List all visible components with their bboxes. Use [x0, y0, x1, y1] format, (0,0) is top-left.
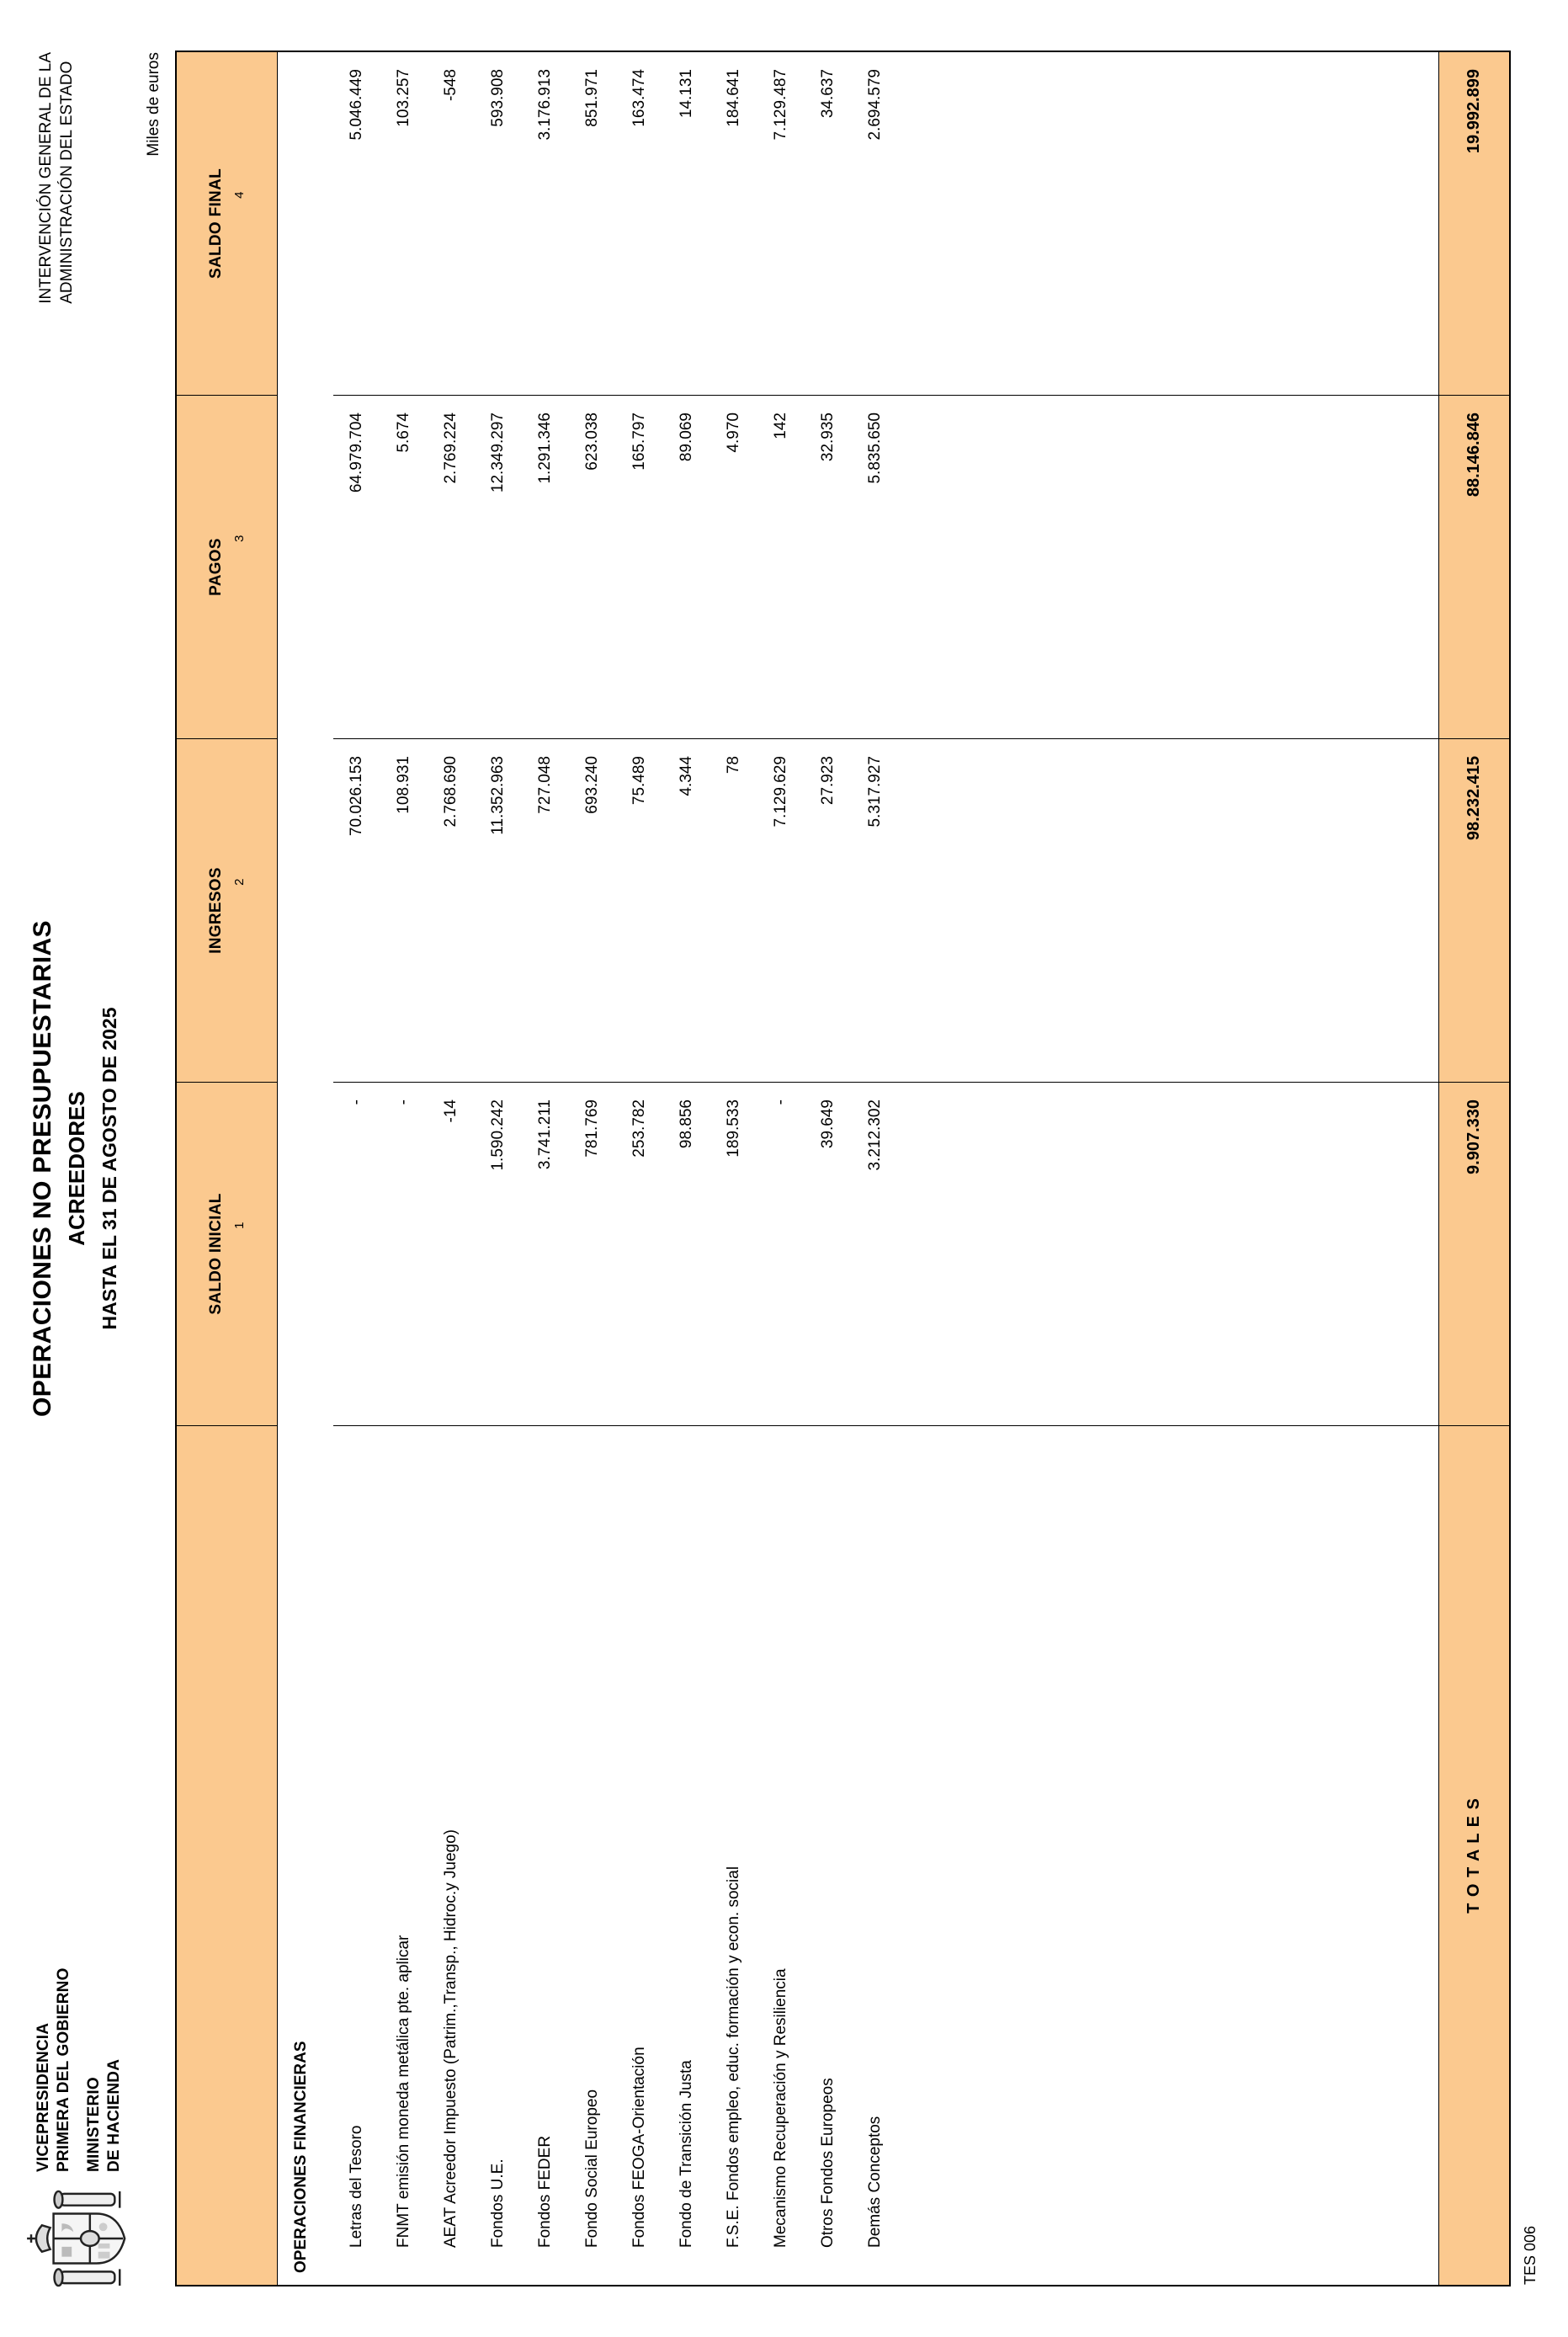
value-ingresos: 4.344 — [678, 756, 695, 796]
empty-cell — [899, 52, 1438, 396]
cell-saldo-final — [428, 52, 475, 396]
table-row — [805, 52, 852, 2285]
table-body-rows — [333, 52, 899, 2285]
cell-saldo-final — [380, 52, 428, 396]
totals-saldo-inicial: 9.907.330 — [1439, 1083, 1509, 1426]
form-code: TES 006 — [1522, 2225, 1539, 2285]
ministry-line4: DE HACIENDA — [105, 2058, 123, 2172]
table-row — [380, 52, 428, 2285]
value-ingresos: 727.048 — [536, 756, 554, 814]
row-label-text: FNMT emisión moneda metálica pte. aplicar — [395, 1935, 412, 2248]
value-pagos: 32.935 — [819, 413, 837, 462]
table-header-row — [177, 52, 278, 2285]
cell-pagos — [569, 396, 616, 739]
value-pagos: 12.349.297 — [489, 413, 507, 493]
cell-ingresos — [805, 739, 852, 1083]
cell-ingresos — [757, 739, 805, 1083]
column-number: 2 — [232, 878, 247, 886]
value-pagos: 4.970 — [725, 413, 742, 453]
cell-pagos — [475, 396, 522, 739]
cell-saldo-final — [333, 52, 380, 396]
value-saldo-final: 184.641 — [725, 69, 742, 127]
value-pagos: 142 — [772, 413, 789, 439]
header-saldo-inicial — [177, 1083, 277, 1426]
value-saldo-inicial: 3.741.211 — [536, 1099, 554, 1170]
cell-saldo-final — [852, 52, 899, 396]
row-label-text: Fondo Social Europeo — [583, 2089, 601, 2248]
cell-ingresos — [852, 739, 899, 1083]
value-saldo-inicial: 781.769 — [583, 1099, 601, 1158]
cell-pagos — [663, 396, 710, 739]
row-label — [805, 1426, 852, 2285]
cell-ingresos — [569, 739, 616, 1083]
value-ingresos: 7.129.629 — [772, 756, 789, 828]
totals-label: T O T A L E S — [1464, 1797, 1483, 1914]
cell-pagos — [616, 396, 663, 739]
value-ingresos: 75.489 — [630, 756, 648, 806]
cell-saldo-inicial — [757, 1083, 805, 1426]
value-saldo-inicial: -14 — [442, 1099, 460, 1123]
cell-ingresos — [616, 739, 663, 1083]
value-saldo-inicial: - — [772, 1099, 789, 1105]
totals-ingresos: 98.232.415 — [1439, 739, 1509, 1083]
value-saldo-final: -548 — [442, 69, 460, 102]
cell-ingresos — [380, 739, 428, 1083]
row-label — [757, 1426, 805, 2285]
cell-saldo-inicial — [380, 1083, 428, 1426]
row-label-text: Letras del Tesoro — [348, 2125, 365, 2248]
cell-saldo-inicial — [333, 1083, 380, 1426]
table-row — [757, 52, 805, 2285]
value-ingresos: 2.768.690 — [442, 756, 460, 828]
cell-pagos — [852, 396, 899, 739]
value-ingresos: 5.317.927 — [866, 756, 884, 828]
row-label-text: Fondos U.E. — [489, 2159, 507, 2248]
column-number: 3 — [232, 535, 247, 542]
value-ingresos: 108.931 — [395, 756, 412, 814]
row-label-text: Fondo de Transición Justa — [678, 2060, 695, 2248]
table-filler-row — [899, 52, 1438, 2285]
title-line1: OPERACIONES NO PRESUPUESTARIAS — [29, 920, 56, 1417]
header-concepts — [177, 1426, 277, 2285]
value-saldo-inicial: 98.856 — [678, 1099, 695, 1149]
ministry-line1: VICEPRESIDENCIA — [35, 2022, 52, 2172]
cell-saldo-final — [710, 52, 757, 396]
row-label — [428, 1426, 475, 2285]
value-ingresos: 27.923 — [819, 756, 837, 806]
empty-cell — [899, 396, 1438, 739]
table-row — [710, 52, 757, 2285]
header-ingresos — [177, 739, 277, 1083]
value-saldo-inicial: 39.649 — [819, 1099, 837, 1149]
value-pagos: 165.797 — [630, 413, 648, 471]
cell-saldo-inicial — [852, 1083, 899, 1426]
value-saldo-final: 103.257 — [395, 69, 412, 127]
cell-saldo-final — [475, 52, 522, 396]
row-label — [475, 1426, 522, 2285]
value-ingresos: 11.352.963 — [489, 756, 507, 835]
header-pagos — [177, 396, 277, 739]
row-label — [522, 1426, 569, 2285]
cell-saldo-final — [616, 52, 663, 396]
value-pagos: 1.291.346 — [536, 413, 554, 484]
cell-saldo-inicial — [475, 1083, 522, 1426]
value-saldo-final: 3.176.913 — [536, 69, 554, 141]
header-label: PAGOS — [207, 538, 225, 596]
header-saldo-final — [177, 52, 277, 396]
value-saldo-inicial: 253.782 — [630, 1099, 648, 1158]
section-heading-row — [278, 52, 333, 2285]
ministry-line2: PRIMERA DEL GOBIERNO — [55, 1967, 72, 2172]
column-number: 1 — [232, 1222, 247, 1229]
row-label — [380, 1426, 428, 2285]
value-saldo-final: 593.908 — [489, 69, 507, 127]
cell-pagos — [428, 396, 475, 739]
value-saldo-inicial: - — [395, 1099, 412, 1105]
empty-cell — [899, 739, 1438, 1083]
header-label: SALDO INICIAL — [207, 1193, 225, 1315]
row-label — [333, 1426, 380, 2285]
table-row — [333, 52, 380, 2285]
row-label-text: F.S.E. Fondos empleo, educ. formación y econ. social — [725, 1866, 742, 2248]
value-saldo-final: 34.637 — [819, 69, 837, 119]
table-row — [852, 52, 899, 2285]
cell-ingresos — [475, 739, 522, 1083]
value-pagos: 89.069 — [678, 413, 695, 462]
table-row — [475, 52, 522, 2285]
cell-saldo-inicial — [428, 1083, 475, 1426]
cell-saldo-final — [663, 52, 710, 396]
cell-ingresos — [428, 739, 475, 1083]
table-row — [569, 52, 616, 2285]
value-saldo-final: 2.694.579 — [866, 69, 884, 141]
totals-saldo-final: 19.992.899 — [1439, 52, 1509, 396]
table-row — [522, 52, 569, 2285]
cell-saldo-inicial — [805, 1083, 852, 1426]
agency-line2: ADMINISTRACIÓN DEL ESTADO — [58, 61, 76, 304]
title-line3: HASTA EL 31 DE AGOSTO DE 2025 — [98, 1007, 120, 1330]
value-saldo-final: 851.971 — [583, 69, 601, 127]
value-saldo-final: 5.046.449 — [348, 69, 365, 141]
cell-ingresos — [522, 739, 569, 1083]
row-label — [852, 1426, 899, 2285]
agency-line1: INTERVENCIÓN GENERAL DE LA — [37, 52, 55, 304]
value-saldo-inicial: - — [348, 1099, 365, 1105]
empty-cell — [899, 1083, 1438, 1426]
row-label-text: Demás Conceptos — [866, 2116, 884, 2248]
table-row — [428, 52, 475, 2285]
value-pagos: 5.835.650 — [866, 413, 884, 484]
cell-pagos — [380, 396, 428, 739]
header-label: SALDO FINAL — [207, 168, 225, 279]
row-label-text: AEAT Acreedor Impuesto (Patrim.,Transp., Hidroc.y Juego) — [442, 1829, 460, 2248]
value-pagos: 2.769.224 — [442, 413, 460, 484]
row-label-text: Fondos FEDER — [536, 2135, 554, 2248]
value-pagos: 64.979.704 — [348, 413, 365, 493]
empty-cell — [899, 1426, 1438, 2285]
cell-ingresos — [663, 739, 710, 1083]
ministry-header — [34, 1967, 125, 2172]
value-saldo-final: 14.131 — [678, 69, 695, 119]
column-number: 4 — [232, 191, 247, 199]
row-label-text: Fondos FEOGA-Orientación — [630, 2047, 648, 2248]
cell-saldo-inicial — [569, 1083, 616, 1426]
header-label: INGRESOS — [207, 867, 225, 954]
spain-coat-of-arms-icon — [22, 2189, 141, 2288]
cell-ingresos — [710, 739, 757, 1083]
ministry-line3: MINISTERIO — [85, 2077, 103, 2172]
value-saldo-inicial: 3.212.302 — [866, 1099, 884, 1171]
totals-row — [1438, 52, 1509, 2285]
document-title — [29, 920, 121, 1417]
cell-saldo-final — [569, 52, 616, 396]
units-note: Miles de euros — [145, 52, 162, 157]
agency-header — [35, 52, 77, 304]
row-label — [710, 1426, 757, 2285]
value-saldo-final: 163.474 — [630, 69, 648, 127]
cell-saldo-inicial — [616, 1083, 663, 1426]
row-label — [569, 1426, 616, 2285]
row-label-text: Otros Fondos Europeos — [819, 2078, 837, 2248]
table-row — [663, 52, 710, 2285]
totals-pagos: 88.146.846 — [1439, 396, 1509, 739]
cell-saldo-inicial — [663, 1083, 710, 1426]
cell-ingresos — [333, 739, 380, 1083]
cell-pagos — [805, 396, 852, 739]
cell-pagos — [333, 396, 380, 739]
cell-saldo-final — [757, 52, 805, 396]
value-ingresos: 70.026.153 — [348, 756, 365, 837]
value-saldo-inicial: 1.590.242 — [489, 1099, 507, 1171]
value-ingresos: 693.240 — [583, 756, 601, 814]
title-line2: ACREEDORES — [64, 1091, 89, 1246]
cell-saldo-final — [805, 52, 852, 396]
cell-saldo-final — [522, 52, 569, 396]
operations-table — [175, 51, 1511, 2286]
cell-pagos — [710, 396, 757, 739]
row-label-text: Mecanismo Recuperación y Resiliencia — [772, 1968, 789, 2248]
value-pagos: 623.038 — [583, 413, 601, 471]
section-heading: OPERACIONES FINANCIERAS — [292, 2041, 310, 2273]
value-pagos: 5.674 — [395, 413, 412, 453]
value-saldo-final: 7.129.487 — [772, 69, 789, 141]
cell-saldo-inicial — [710, 1083, 757, 1426]
cell-pagos — [522, 396, 569, 739]
cell-pagos — [757, 396, 805, 739]
table-row — [616, 52, 663, 2285]
cell-saldo-inicial — [522, 1083, 569, 1426]
value-ingresos: 78 — [725, 756, 742, 775]
value-saldo-inicial: 189.533 — [725, 1099, 742, 1158]
row-label — [616, 1426, 663, 2285]
row-label — [663, 1426, 710, 2285]
